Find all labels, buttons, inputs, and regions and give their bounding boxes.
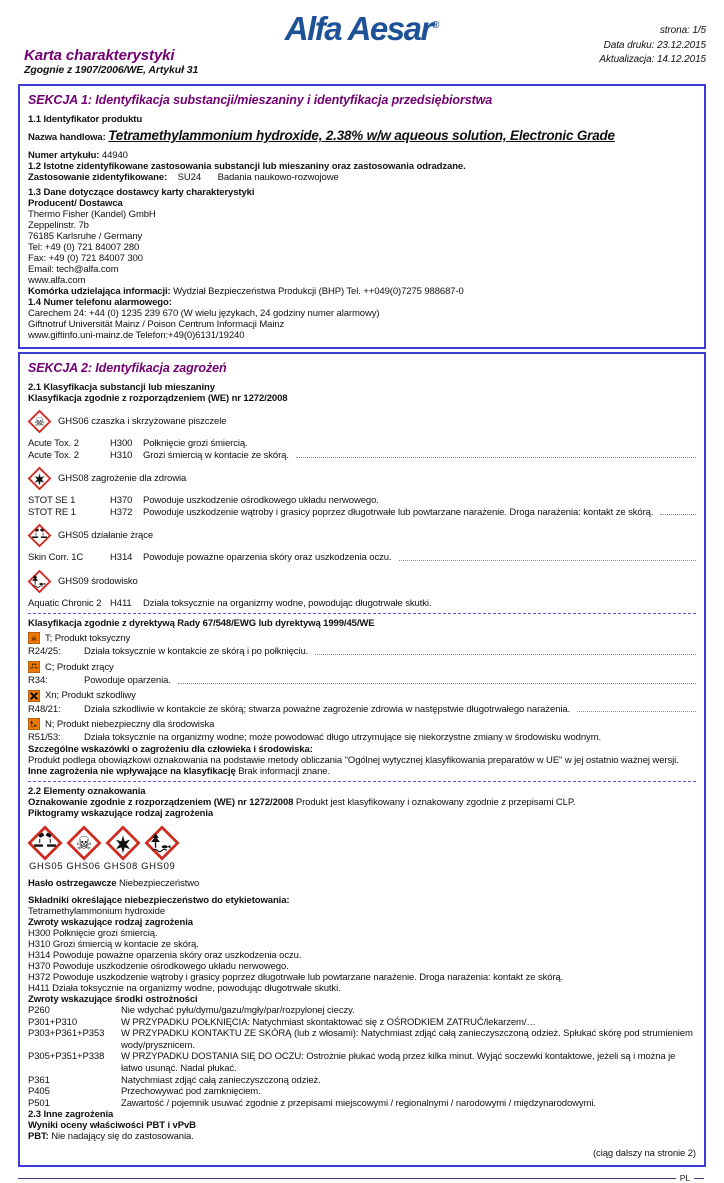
dsd-caption-row [28,718,696,730]
ghs-caption-row [28,467,696,490]
p-text: W PRZYPADKU KONTAKTU ZE SKÓRĄ (lub z włosami): Natychmiast zdjąć całą zanieczyszczoną odzież. Spłukać skórę pod strumieniem wody/prysznicem. [121,1028,696,1051]
pbt-row [28,1131,696,1142]
labeling-label: Oznakowanie zgodnie z rozporządzeniem (WE) nr 1272/2008 [28,797,293,808]
dsd-classification-area [28,632,696,743]
hazard-class: Skin Corr. 1C [28,552,110,564]
ghs-caption: GHS06 czaszka i skrzyżowane piszczele [58,416,226,427]
hazard-class-row [28,495,696,507]
signal-word-label: Hasło ostrzegawcze [28,878,116,889]
special-hazard-heading: Szczególne wskazówki o zagrożeniu dla człowieka i środowiska: [28,744,696,755]
precaution-statements-list [28,1005,696,1109]
clp-classification-heading: Klasyfikacja zgodnie z rozporządzeniem (WE) nr 1272/2008 [28,393,696,404]
document-subtitle: Zgognie z 1907/2006/WE, Artykuł 31 [24,64,198,76]
ghs09-pictogram-icon [28,570,51,593]
dsd-xn-symbol-icon [28,690,40,702]
update-date: Aktualizacja: 14.12.2015 [599,53,706,68]
heading-1-2: 1.2 Istotne zidentyfikowane zastosowania substancji lub mieszaniny oraz zastosowania odradzane. [28,161,696,172]
p-statement-row [28,1098,696,1110]
hazard-text: Połknięcie grozi śmiercią. [143,438,248,450]
hazard-code: H314 [110,552,143,564]
hazard-class: Acute Tox. 2 [28,438,110,450]
section-2-title: SEKCJA 2: Identyfikacja zagrożeń [28,361,696,375]
dotted-leader [178,683,696,684]
p-text: Przechowywać pod zamknięciem. [121,1086,696,1098]
p-code: P305+P351+P338 [28,1051,121,1063]
hazard-class: STOT SE 1 [28,495,110,507]
hazard-text: Powoduje poważne oparzenia skóry oraz uszkodzenia oczu. [143,552,392,564]
special-hazard-text: Produkt podlega obowiązkowi oznakowania na podstawie metody obliczania "Ogólnej wytycznej klasyfikowania preparatów w UE" w jej ostatnio ważnej wersji. [28,755,696,766]
components-heading: Składniki określające niebezpieczeństwo do etykietowania: [28,895,696,906]
p-code: P501 [28,1098,121,1110]
other-hazards-label: Inne zagrożenia nie wpływające na klasyfikację [28,766,236,777]
language-code: PL [676,1173,694,1183]
dotted-leader [296,457,696,458]
address-line: www.alfa.com [28,275,696,286]
r-phrase-row [28,732,696,744]
ghs-caption: GHS09 środowisko [58,576,138,587]
language-footer [18,1173,704,1183]
r-text: Działa szkodliwie w kontakcie ze skórą; stwarza poważne zagrożenie zdrowia w następstwie długotrwałego narażenia. [84,704,570,716]
continuation-note: (ciąg dalszy na stronie 2) [28,1148,696,1159]
page-number: strona: 1/5 [599,24,706,39]
p-code: P405 [28,1086,121,1098]
svg-text:☠: ☠ [34,414,45,429]
p-statement-row [28,1017,696,1029]
hazard-class-row [28,598,696,610]
hazard-code: H300 [110,438,143,450]
hazard-code: H310 [110,450,143,462]
address-line: Tel: +49 (0) 721 84007 280 [28,242,696,253]
ghs08-pictogram-icon [28,467,51,490]
r-code: R34: [28,675,84,687]
p-text: Nie wdychać pyłu/dymu/gazu/mgły/par/rozpylonej cieczy. [121,1005,696,1017]
dsd-c-symbol-icon [28,661,40,673]
p-statement-row [28,1086,696,1098]
p-statement-row [28,1028,696,1051]
identified-use-code: SU24 [178,172,201,183]
hazard-statements-list [28,928,696,994]
hazard-text: Powoduje uszkodzenie ośrodkowego układu nerwowego. [143,495,379,507]
p-statement-row [28,1005,696,1017]
pbt-value: Nie nadający się do zastosowania. [51,1131,193,1142]
other-hazards-row [28,766,696,777]
p-text: Zawartość / pojemnik usuwać zgodnie z przepisami miejscowymi / regionalnymi / narodowymi / międzynarodowymi. [121,1098,696,1110]
address-line: Thermo Fisher (Kandel) GmbH [28,209,696,220]
emergency-line: Carechem 24: +44 (0) 1235 239 670 (W wielu językach, 24 godziny numer alarmowy) [28,308,696,319]
article-number-row [28,150,696,161]
dsd-classification-heading: Klasyfikacja zgodnie z dyrektywą Rady 67/548/EWG lub dyrektywą 1999/45/WE [28,618,696,629]
address-line: Email: tech@alfa.com [28,264,696,275]
ghs05-pictogram-icon [28,826,62,860]
precaution-statements-heading: Zwroty wskazujące środki ostrożności [28,994,696,1005]
ghs-caption-row [28,410,696,433]
r-phrase-row [28,646,696,658]
pbt-heading: Wyniki oceny właściwości PBT i vPvB [28,1120,696,1131]
info-department-row [28,286,696,297]
ghs-classification-area [28,410,696,614]
heading-2-3: 2.3 Inne zagrożenia [28,1109,696,1120]
supplier-address [28,209,696,286]
ghs06-pictogram-icon [28,410,51,433]
h-statement: H314 Powoduje poważne oparzenia skóry oraz uszkodzenia oczu. [28,950,696,961]
r-text: Działa toksycznie na organizmy wodne; może powodować długo utrzymujące się niekorzystne zmiany w środowisku wodnym. [84,732,601,744]
hazard-code: H370 [110,495,143,507]
heading-1-3: 1.3 Dane dotyczące dostawcy karty charakterystyki [28,187,696,198]
h-statement: H310 Grozi śmiercią w kontacie ze skórą. [28,939,696,950]
identified-use-label: Zastosowanie zidentyfikowane: [28,172,167,183]
logo-text: Alfa Aesar [285,10,432,47]
dsd-n-symbol-icon [28,718,40,730]
dotted-leader [577,711,696,712]
registered-mark-icon: ® [432,20,439,31]
p-code: P301+P310 [28,1017,121,1029]
dsd-t-symbol-icon [28,632,40,644]
hazard-code: H372 [110,507,143,519]
h-statement: H370 Powoduje uszkodzenie ośrodkowego układu nerwowego. [28,961,696,972]
r-text: Powoduje oparzenia. [84,675,171,687]
footer-rule-short [694,1178,704,1179]
page-meta [599,24,706,68]
page-header [0,0,724,84]
h-statement: H300 Połknięcie grozi śmiercią. [28,928,696,939]
hazard-class: Acute Tox. 2 [28,450,110,462]
dsd-caption: T; Produkt toksyczny [45,633,130,644]
hazard-class-row [28,438,696,450]
dsd-caption-row [28,690,696,702]
dsd-caption: C; Produkt zrący [45,662,114,673]
trade-name-value: Tetramethylammonium hydroxide, 2.38% w/w aqueous solution, Electronic Grade [108,128,615,143]
r-code: R24/25: [28,646,84,658]
hazard-class: Aquatic Chronic 2 [28,598,110,610]
info-department-label: Komórka udzielająca informacji: [28,286,171,297]
heading-1-4: 1.4 Numer telefonu alarmowego: [28,297,696,308]
footer-rule [18,1178,676,1179]
labeling-row [28,797,696,808]
ghs-pictogram-labels: GHS05 GHS06 GHS08 GHS09 [29,861,696,872]
hazard-class-row [28,450,696,462]
ghs-caption-row [28,524,696,547]
signal-word-value: Niebezpieczeństwo [119,878,199,889]
labeling-value: Produkt jest klasyfikowany i oznakowany zgodnie z przepisami CLP. [296,797,576,808]
p-code: P361 [28,1075,121,1087]
components-value: Tetramethylammonium hydroxide [28,906,696,917]
r-text: Działa toksycznie w kontakcie ze skórą i po połknięciu. [84,646,308,658]
dashed-separator [28,781,696,782]
trade-name-row [28,128,696,144]
article-number-label: Numer artykułu: [28,150,99,161]
heading-2-1: 2.1 Klasyfikacja substancji lub mieszaniny [28,382,696,393]
dotted-leader [660,514,696,515]
ghs-caption: GHS05 działanie żrące [58,530,153,541]
emergency-contacts [28,308,696,341]
r-phrase-row [28,704,696,716]
document-title: Karta charakterystyki [24,47,175,64]
signal-word-row [28,878,696,889]
emergency-line: Giftnotruf Universität Mainz / Poison Centrum Informacji Mainz [28,319,696,330]
ghs09-pictogram-icon [145,826,179,860]
p-statement-row [28,1075,696,1087]
pictograms-heading: Piktogramy wskazujące rodzaj zagrożenia [28,808,696,819]
trade-name-label: Nazwa handlowa: [28,132,106,143]
ghs-caption: GHS08 zagrożenie dla zdrowia [58,473,186,484]
svg-text:☠: ☠ [31,635,38,644]
other-hazards-value: Brak informacji znane. [238,766,330,777]
r-code: R51/53: [28,732,84,744]
r-code: R48/21: [28,704,84,716]
h-statement: H372 Powoduje uszkodzenie wątroby i grasicy poprzez długotrwałe lub powtarzane narażenie. Droga narażenia: kontakt ze skórą. [28,972,696,983]
dsd-caption: Xn; Produkt szkodliwy [45,690,136,701]
ghs05-pictogram-icon [28,524,51,547]
producer-label: Producent/ Dostawca [28,198,696,209]
dotted-leader [315,654,696,655]
address-line: Fax: +49 (0) 721 84007 300 [28,253,696,264]
heading-2-2: 2.2 Elementy oznakowania [28,786,696,797]
hazard-text: Działa toksycznie na organizmy wodne, powodując długotrwałe skutki. [143,598,431,610]
ghs06-pictogram-icon [67,826,101,860]
dsd-caption-row [28,661,696,673]
print-date: Data druku: 23.12.2015 [599,39,706,54]
address-line: 76185 Karlsruhe / Germany [28,231,696,242]
ghs-caption-row [28,570,696,593]
address-line: Zeppelinstr. 7b [28,220,696,231]
hazard-code: H411 [110,598,143,610]
hazard-class-row [28,552,696,564]
dotted-leader [399,560,696,561]
info-department-value: Wydział Bezpieczeństwa Produkcji (BHP) Tel. ++049(0)7275 988687-0 [173,286,464,297]
hazard-statements-heading: Zwroty wskazujące rodzaj zagrożenia [28,917,696,928]
section-2-box [18,352,706,1167]
hazard-text: Powoduje uszkodzenie wątroby i grasicy poprzez długotrwałe lub powtarzane narażenie. Droga narażenia: kontakt ze skórą. [143,507,653,519]
ghs-pictogram-row [28,826,696,860]
p-text: W PRZYPADKU DOSTANIA SIĘ DO OCZU: Ostrożnie płukać wodą przez kilka minut. Wyjąć soczewki kontaktowe, jeżeli są i można je łatwo usunąć. Nadal płukać. [121,1051,696,1074]
p-code: P260 [28,1005,121,1017]
h-statement: H411 Działa toksycznie na organizmy wodne, powodując długotrwałe skutki. [28,983,696,994]
dashed-separator [28,613,696,614]
section-1-box [18,84,706,349]
dsd-caption: N; Produkt niebezpieczny dla środowiska [45,719,214,730]
p-text: Natychmiast zdjąć całą zanieczyszczoną odzież. [121,1075,696,1087]
section-1-title: SEKCJA 1: Identyfikacja substancji/mieszaniny i identyfikacja przedsiębiorstwa [28,93,696,107]
ghs08-pictogram-icon [106,826,140,860]
p-text: W PRZYPADKU POŁKNIĘCIA: Natychmiast skontaktować się z OŚRODKIEM ZATRUĆ/lekarzem/… [121,1017,696,1029]
dsd-caption-row [28,632,696,644]
emergency-line: www.giftinfo.uni-mainz.de Telefon:+49(0)6131/19240 [28,330,696,341]
identified-use-row [28,172,696,183]
p-statement-row [28,1051,696,1074]
hazard-class-row [28,507,696,519]
pbt-label: PBT: [28,1131,49,1142]
heading-1-1: 1.1 Identyfikator produktu [28,114,696,125]
svg-text:☠: ☠ [76,833,92,854]
hazard-text: Grozi śmiercią w kontacie ze skórą. [143,450,289,462]
identified-use-desc: Badania naukowo-rozwojowe [218,172,339,183]
hazard-class: STOT RE 1 [28,507,110,519]
p-code: P303+P361+P353 [28,1028,121,1040]
r-phrase-row [28,675,696,687]
article-number-value: 44940 [102,150,128,161]
